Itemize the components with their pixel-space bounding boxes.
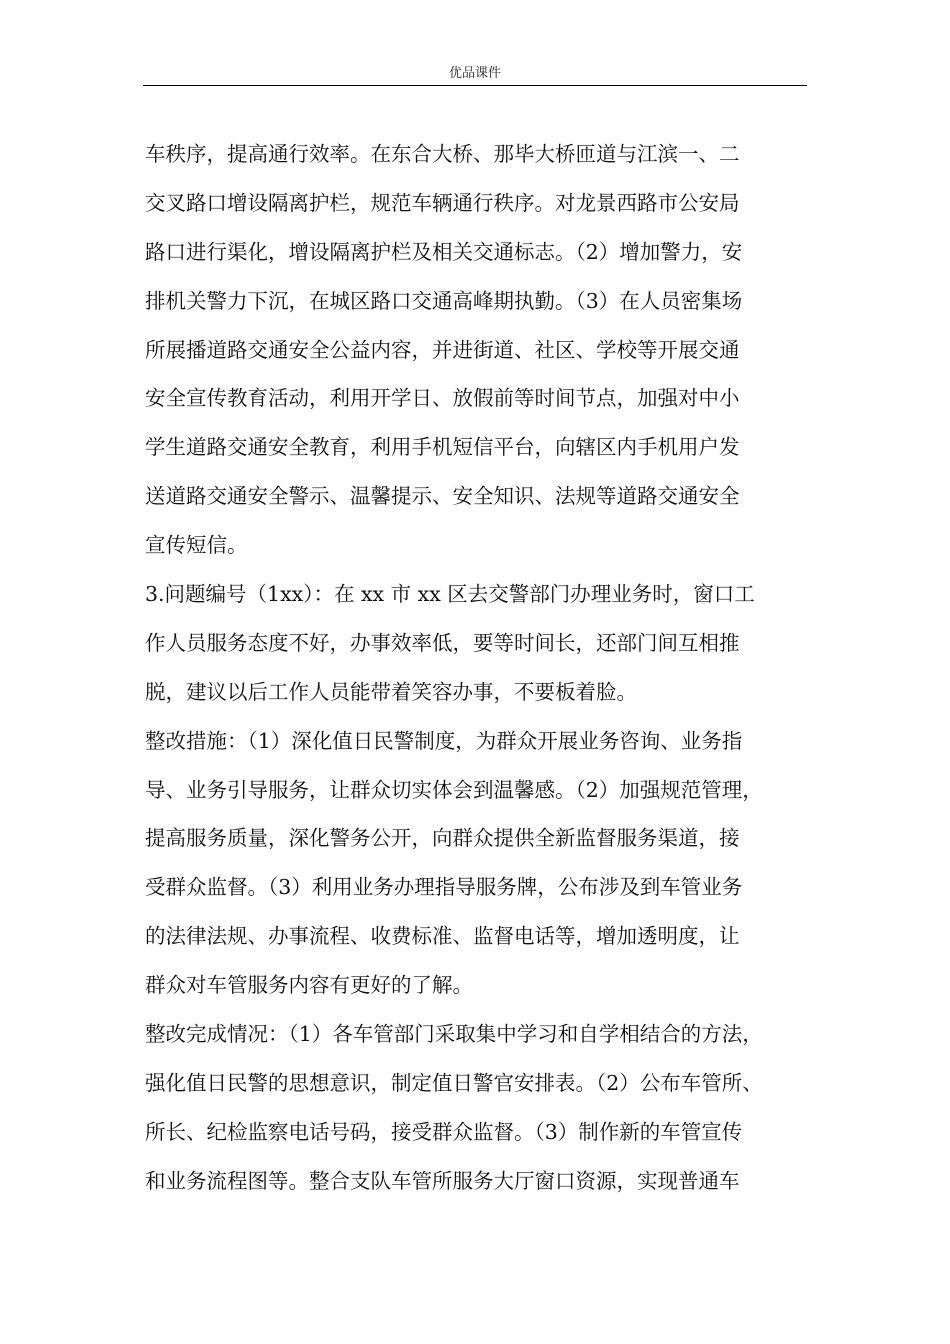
text-line: 整改措施：（1）深化值日民警制度，为群众开展业务咨询、业务指 [145, 728, 743, 753]
header-title: 优品课件 [448, 66, 501, 81]
text-line: 的法律法规、办事流程、收费标准、监督电话等，增加透明度，让 [145, 924, 740, 949]
text-line: 整改完成情况：（1）各车管部门采取集中学习和自学相结合的方法， [145, 1022, 763, 1047]
text-line: 导、业务引导服务，让群众切实体会到温馨感。（2）加强规范管理， [145, 777, 763, 802]
text-line: 车秩序，提高通行效率。在东合大桥、那毕大桥匝道与江滨一、二 [145, 142, 740, 166]
text-line: 宣传短信。 [145, 533, 248, 558]
text-line: 送道路交通安全警示、温馨提示、安全知识、法规等道路交通安全 [145, 484, 740, 509]
text-line: 群众对车管服务内容有更好的了解。 [145, 973, 473, 998]
text-line: 脱，建议以后工作人员能带着笑容办事，不要板着脸。 [145, 679, 637, 704]
text-line: 作人员服务态度不好，办事效率低，要等时间长，还部门间互相推 [145, 630, 740, 655]
text-line: 路口进行渠化，增设隔离护栏及相关交通标志。（2）增加警力，安 [145, 239, 743, 264]
text-line: 和业务流程图等。整合支队车管所服务大厅窗口资源，实现普通车 [145, 1168, 740, 1193]
text-line: 所长、纪检监察电话号码，接受群众监督。（3）制作新的车管宣传 [145, 1119, 743, 1144]
text-line: 交叉路口增设隔离护栏，规范车辆通行秩序。对龙景西路市公安局 [145, 190, 740, 215]
text-line: 学生道路交通安全教育，利用手机短信平台，向辖区内手机用户发 [145, 435, 740, 460]
document-body [145, 130, 809, 1206]
header-divider [143, 85, 807, 86]
text-line: 排机关警力下沉，在城区路口交通高峰期执勤。（3）在人员密集场 [145, 288, 743, 313]
text-line: 所展播道路交通安全公益内容，并进街道、社区、学校等开展交通 [145, 337, 740, 362]
text-line: 受群众监督。（3）利用业务办理指导服务牌，公布涉及到车管业务 [145, 875, 743, 900]
text-line: 安全宣传教育活动，利用开学日、放假前等时间节点，加强对中小 [145, 386, 740, 411]
text-line: 3.问题编号（1xx）：在 xx 市 xx 区去交警部门办理业务时，窗口工 [145, 582, 755, 607]
text-line: 提高服务质量，深化警务公开，向群众提供全新监督服务渠道，接 [145, 826, 740, 851]
text-line: 强化值日民警的思想意识，制定值日警官安排表。（2）公布车管所、 [145, 1070, 763, 1095]
